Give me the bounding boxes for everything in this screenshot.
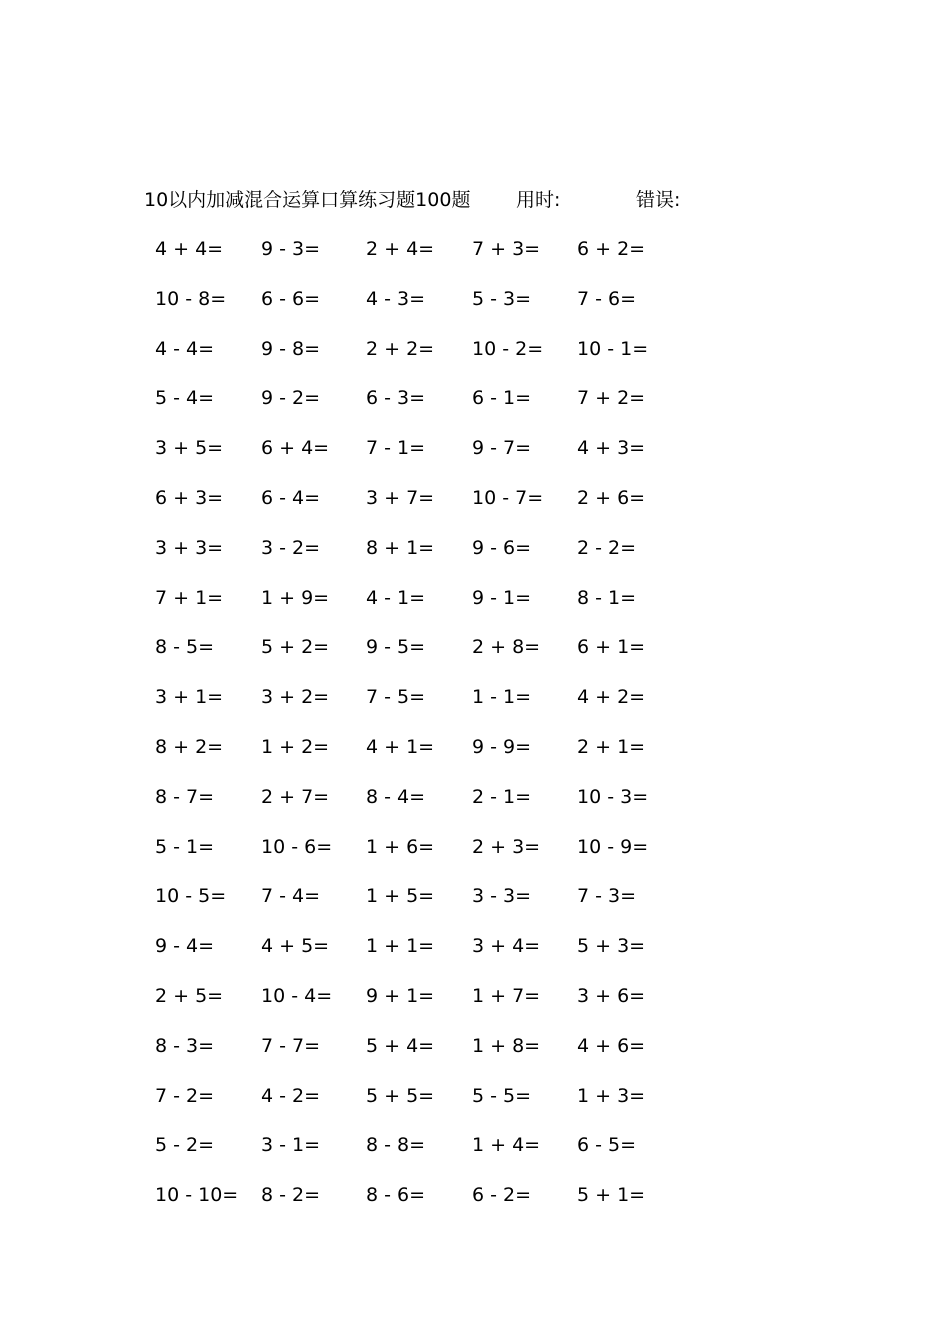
problem-cell: 6 - 2=	[472, 1184, 532, 1207]
problem-cell: 3 + 6=	[577, 984, 646, 1007]
problem-cell: 7 - 5=	[366, 686, 426, 709]
problem-cell: 4 + 4=	[155, 238, 224, 260]
problem-cell: 4 + 1=	[366, 735, 435, 758]
problem-cell: 9 - 6=	[472, 536, 532, 559]
problem-row	[0, 332, 950, 382]
problem-cell: 4 + 5=	[261, 935, 330, 958]
problem-cell: 6 + 3=	[155, 486, 224, 509]
problem-cell: 2 + 6=	[577, 486, 646, 509]
problem-row	[0, 531, 950, 581]
problem-cell: 7 - 4=	[261, 885, 321, 908]
error-label: 错误:	[636, 189, 681, 211]
problem-cell: 6 - 4=	[261, 486, 321, 509]
problem-row	[0, 1128, 950, 1178]
problem-row	[0, 232, 950, 282]
problem-cell: 10 - 1=	[577, 337, 649, 360]
problem-cell: 9 - 2=	[261, 387, 321, 410]
problem-cell: 8 - 4=	[366, 785, 426, 808]
problem-cell: 1 + 6=	[366, 835, 435, 858]
problem-cell: 4 + 2=	[577, 686, 646, 709]
problem-cell: 2 + 1=	[577, 735, 646, 758]
problem-cell: 7 + 2=	[577, 387, 646, 410]
problem-cell: 5 - 4=	[155, 387, 215, 410]
problem-cell: 3 - 1=	[261, 1134, 321, 1157]
problem-row	[0, 581, 950, 631]
problem-cell: 5 + 2=	[261, 636, 330, 659]
problem-cell: 9 - 9=	[472, 735, 532, 758]
time-label: 用时:	[516, 189, 561, 211]
problem-cell: 9 - 5=	[366, 636, 426, 659]
problem-cell: 6 + 2=	[577, 238, 646, 260]
problem-cell: 2 - 2=	[577, 536, 637, 559]
problem-cell: 1 + 1=	[366, 935, 435, 958]
problem-cell: 3 + 3=	[155, 536, 224, 559]
problem-cell: 3 - 3=	[472, 885, 532, 908]
problem-cell: 8 + 2=	[155, 735, 224, 758]
problem-cell: 3 + 2=	[261, 686, 330, 709]
problem-cell: 9 + 1=	[366, 984, 435, 1007]
problem-cell: 9 - 1=	[472, 586, 532, 609]
problem-row	[0, 381, 950, 431]
problem-cell: 8 - 1=	[577, 586, 637, 609]
problem-cell: 7 - 3=	[577, 885, 637, 908]
problem-cell: 2 + 2=	[366, 337, 435, 360]
problem-cell: 3 + 5=	[155, 437, 224, 460]
problem-cell: 7 + 1=	[155, 586, 224, 609]
problem-cell: 1 + 8=	[472, 1034, 541, 1057]
problem-row	[0, 979, 950, 1029]
problem-cell: 10 - 4=	[261, 984, 333, 1007]
problem-row	[0, 730, 950, 780]
problem-cell: 10 - 6=	[261, 835, 333, 858]
problem-cell: 8 - 3=	[155, 1034, 215, 1057]
problem-cell: 1 + 2=	[261, 735, 330, 758]
problem-cell: 8 - 5=	[155, 636, 215, 659]
problem-cell: 5 + 5=	[366, 1084, 435, 1107]
problem-cell: 8 - 7=	[155, 785, 215, 808]
worksheet-title: 10以内加减混合运算口算练习题100题	[144, 189, 471, 211]
problem-cell: 5 - 5=	[472, 1084, 532, 1107]
problem-cell: 3 + 7=	[366, 486, 435, 509]
problem-cell: 6 + 1=	[577, 636, 646, 659]
problem-cell: 10 - 5=	[155, 885, 227, 908]
problem-cell: 2 + 3=	[472, 835, 541, 858]
problem-cell: 10 - 2=	[472, 337, 544, 360]
problem-cell: 3 - 2=	[261, 536, 321, 559]
problem-cell: 8 + 1=	[366, 536, 435, 559]
problem-row	[0, 481, 950, 531]
problem-cell: 1 + 7=	[472, 984, 541, 1007]
problem-cell: 2 + 7=	[261, 785, 330, 808]
problem-cell: 5 - 1=	[155, 835, 215, 858]
problem-cell: 10 - 3=	[577, 785, 649, 808]
problem-cell: 2 + 4=	[366, 238, 435, 260]
problem-cell: 7 - 7=	[261, 1034, 321, 1057]
problem-row	[0, 431, 950, 481]
problem-cell: 4 - 2=	[261, 1084, 321, 1107]
problem-cell: 9 - 4=	[155, 935, 215, 958]
problem-cell: 5 - 2=	[155, 1134, 215, 1157]
problem-cell: 2 + 5=	[155, 984, 224, 1007]
problem-cell: 10 - 7=	[472, 486, 544, 509]
problem-row	[0, 282, 950, 332]
problem-cell: 4 - 4=	[155, 337, 215, 360]
problem-cell: 9 - 7=	[472, 437, 532, 460]
problem-row	[0, 1079, 950, 1129]
problem-cell: 6 - 1=	[472, 387, 532, 410]
problem-cell: 7 - 2=	[155, 1084, 215, 1107]
problem-grid	[0, 232, 950, 1228]
problem-row	[0, 1178, 950, 1228]
problem-cell: 10 - 9=	[577, 835, 649, 858]
problem-cell: 8 - 8=	[366, 1134, 426, 1157]
problem-cell: 4 + 6=	[577, 1034, 646, 1057]
problem-cell: 4 + 3=	[577, 437, 646, 460]
problem-cell: 7 - 1=	[366, 437, 426, 460]
problem-cell: 10 - 8=	[155, 287, 227, 310]
problem-cell: 5 + 1=	[577, 1184, 646, 1207]
problem-row	[0, 929, 950, 979]
problem-row	[0, 630, 950, 680]
problem-cell: 5 + 3=	[577, 935, 646, 958]
problem-cell: 8 - 6=	[366, 1184, 426, 1207]
problem-cell: 7 + 3=	[472, 238, 541, 260]
problem-row	[0, 1029, 950, 1079]
problem-cell: 2 + 8=	[472, 636, 541, 659]
problem-cell: 1 - 1=	[472, 686, 532, 709]
problem-cell: 2 - 1=	[472, 785, 532, 808]
problem-cell: 1 + 4=	[472, 1134, 541, 1157]
problem-row	[0, 830, 950, 880]
problem-cell: 1 + 5=	[366, 885, 435, 908]
problem-cell: 9 - 3=	[261, 238, 321, 260]
problem-cell: 3 + 4=	[472, 935, 541, 958]
problem-row	[0, 879, 950, 929]
problem-cell: 6 + 4=	[261, 437, 330, 460]
problem-cell: 5 + 4=	[366, 1034, 435, 1057]
problem-cell: 6 - 5=	[577, 1134, 637, 1157]
problem-cell: 10 - 10=	[155, 1184, 239, 1207]
problem-cell: 4 - 1=	[366, 586, 426, 609]
problem-cell: 7 - 6=	[577, 287, 637, 310]
problem-cell: 9 - 8=	[261, 337, 321, 360]
problem-cell: 3 + 1=	[155, 686, 224, 709]
problem-cell: 6 - 3=	[366, 387, 426, 410]
problem-row	[0, 680, 950, 730]
problem-cell: 8 - 2=	[261, 1184, 321, 1207]
problem-cell: 6 - 6=	[261, 287, 321, 310]
problem-cell: 1 + 9=	[261, 586, 330, 609]
problem-row	[0, 780, 950, 830]
problem-cell: 5 - 3=	[472, 287, 532, 310]
problem-cell: 1 + 3=	[577, 1084, 646, 1107]
problem-cell: 4 - 3=	[366, 287, 426, 310]
